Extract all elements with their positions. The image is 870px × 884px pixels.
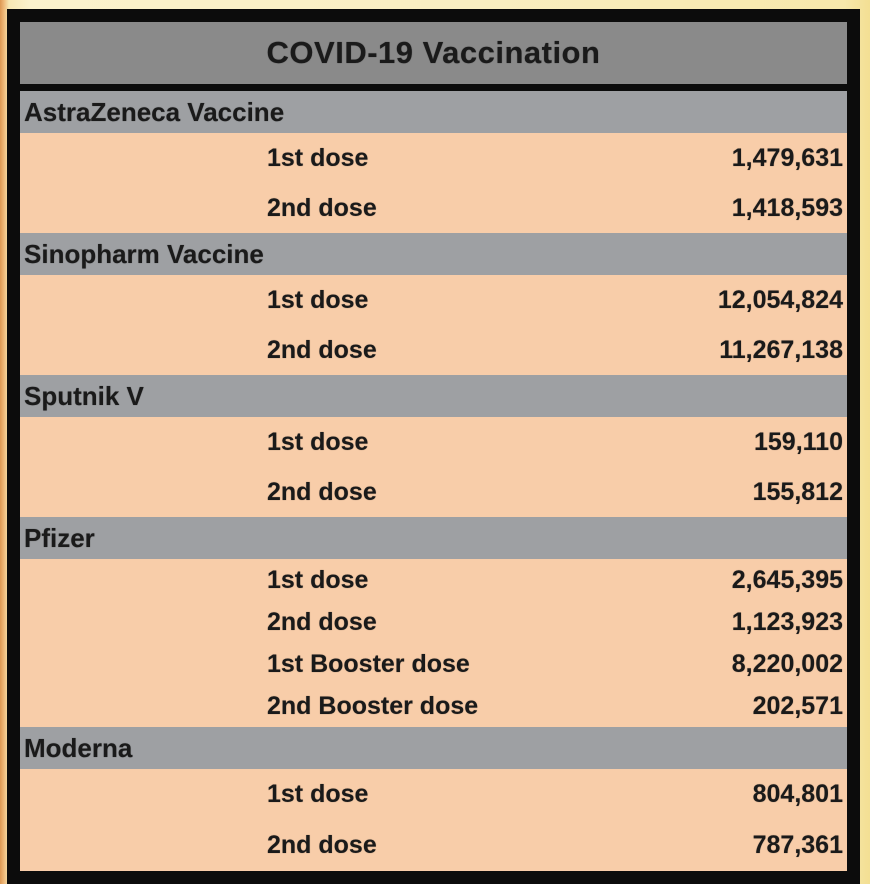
dose-label: 2nd dose xyxy=(267,335,377,364)
dose-count: 787,361 xyxy=(752,831,843,859)
vaccine-name: Pfizer xyxy=(24,522,95,553)
dose-count: 155,812 xyxy=(752,477,843,506)
vaccine-section-4 xyxy=(20,727,847,871)
table-title-bar xyxy=(20,22,847,91)
dose-count: 8,220,002 xyxy=(731,649,843,678)
vaccine-name-header xyxy=(20,727,847,769)
dose-count: 1,479,631 xyxy=(731,143,843,172)
vaccine-section-0 xyxy=(20,91,847,233)
vaccine-name: Sputnik V xyxy=(24,380,144,411)
dose-label: 2nd dose xyxy=(267,193,377,222)
dose-count: 1,123,923 xyxy=(731,607,843,636)
page-title: COVID-19 Vaccination xyxy=(266,35,601,70)
dose-row xyxy=(20,417,847,467)
dose-count: 12,054,824 xyxy=(717,285,843,314)
vaccine-name-header xyxy=(20,517,847,559)
dose-row xyxy=(20,685,847,727)
vaccine-name-header xyxy=(20,91,847,133)
dose-label: 2nd dose xyxy=(267,831,377,859)
vaccine-name: Moderna xyxy=(24,732,133,763)
vaccine-name-header xyxy=(20,375,847,417)
dose-label: 2nd Booster dose xyxy=(267,691,479,720)
dose-count: 11,267,138 xyxy=(719,335,843,364)
dose-row xyxy=(20,133,847,183)
vaccine-section-2 xyxy=(20,375,847,517)
dose-row xyxy=(20,467,847,517)
vaccine-section-3 xyxy=(20,517,847,727)
dose-label: 1st dose xyxy=(267,565,369,594)
dose-count: 159,110 xyxy=(754,427,843,456)
dose-count: 202,571 xyxy=(752,691,843,720)
dose-count: 2,645,395 xyxy=(731,565,843,594)
dose-label: 1st dose xyxy=(267,143,369,172)
dose-label: 1st dose xyxy=(267,427,369,456)
dose-row xyxy=(20,325,847,375)
dose-row xyxy=(20,275,847,325)
dose-row xyxy=(20,820,847,871)
vaccine-name: AstraZeneca Vaccine xyxy=(24,96,285,127)
dose-row xyxy=(20,769,847,820)
dose-count: 804,801 xyxy=(752,780,843,808)
vaccine-name: Sinopharm Vaccine xyxy=(24,238,264,269)
table-body xyxy=(20,91,847,871)
vaccine-name-header xyxy=(20,233,847,275)
dose-label: 1st dose xyxy=(267,285,369,314)
dose-row xyxy=(20,643,847,685)
vaccine-section-1 xyxy=(20,233,847,375)
dose-label: 1st dose xyxy=(267,780,369,808)
dose-row xyxy=(20,601,847,643)
dose-label: 2nd dose xyxy=(267,607,377,636)
dose-row xyxy=(20,183,847,233)
dose-label: 2nd dose xyxy=(267,477,377,506)
dose-label: 1st Booster dose xyxy=(267,649,470,678)
vaccination-table xyxy=(7,9,860,884)
dose-count: 1,418,593 xyxy=(731,193,843,222)
dose-row xyxy=(20,559,847,601)
